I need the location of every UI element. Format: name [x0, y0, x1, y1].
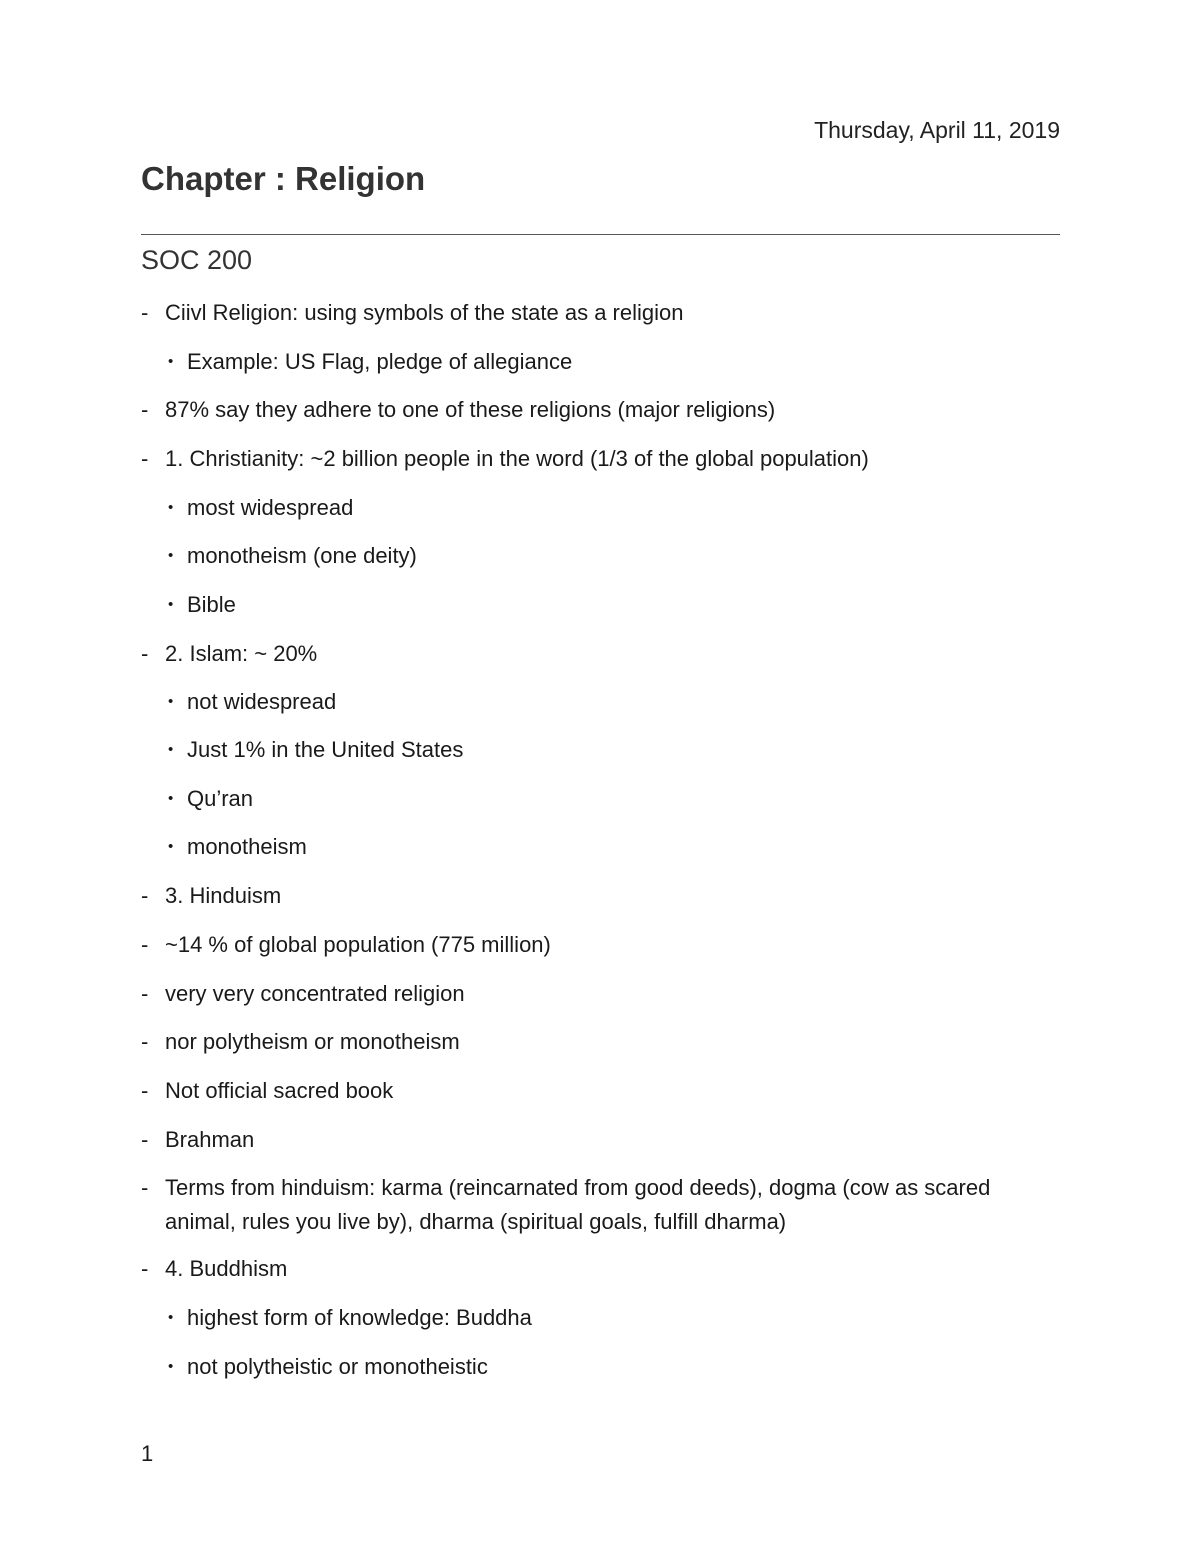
note-text: Brahman: [165, 1127, 255, 1152]
course-subtitle: SOC 200: [141, 245, 253, 275]
note-text: Just 1% in the United States: [187, 737, 464, 762]
bullet-marker: •: [168, 1358, 174, 1375]
dash-marker: -: [141, 641, 149, 666]
note-text: monotheism (one deity): [187, 543, 417, 568]
title-divider: [141, 234, 1060, 235]
chapter-title: Chapter : Religion: [141, 160, 426, 197]
note-text: most widespread: [187, 495, 354, 520]
note-text: Example: US Flag, pledge of allegiance: [187, 349, 573, 374]
note-text: 3. Hinduism: [165, 883, 282, 908]
bullet-marker: •: [168, 790, 174, 807]
note-text: Bible: [187, 592, 236, 617]
note-text: not widespread: [187, 689, 337, 714]
bullet-marker: •: [168, 1309, 174, 1326]
dash-marker: -: [141, 932, 149, 957]
note-text: 2. Islam: ~ 20%: [165, 641, 318, 666]
note-text: 1. Christianity: ~2 billion people in the word (1/3 of the global population): [165, 446, 869, 471]
bullet-marker: •: [168, 547, 174, 564]
note-text: monotheism: [187, 834, 307, 859]
note-text: very very concentrated religion: [165, 981, 465, 1006]
bullet-marker: •: [168, 693, 174, 710]
note-text: Terms from hinduism: karma (reincarnated from good deeds), dogma (cow as scared animal, rules you live by), dharma (spiritual goals, fulfill dharma): [165, 1175, 991, 1234]
page-number: 1: [141, 1441, 154, 1466]
dash-marker: -: [141, 1029, 149, 1054]
date-header: Thursday, April 11, 2019: [814, 117, 1060, 143]
note-text: 4. Buddhism: [165, 1256, 288, 1281]
bullet-marker: •: [168, 741, 174, 758]
dash-marker: -: [141, 1256, 149, 1281]
dash-marker: -: [141, 981, 149, 1006]
note-text: 87% say they adhere to one of these religions (major religions): [165, 397, 776, 422]
bullet-marker: •: [168, 353, 174, 370]
bullet-marker: •: [168, 499, 174, 516]
note-text: Qu’ran: [187, 786, 254, 811]
dash-marker: -: [141, 300, 149, 325]
note-text: nor polytheism or monotheism: [165, 1029, 460, 1054]
note-text: not polytheistic or monotheistic: [187, 1354, 488, 1379]
note-text: Not official sacred book: [165, 1078, 394, 1103]
bullet-marker: •: [168, 838, 174, 855]
dash-marker: -: [141, 1127, 149, 1152]
dash-marker: -: [141, 1175, 149, 1200]
dash-marker: -: [141, 446, 149, 471]
note-text: Ciivl Religion: using symbols of the state as a religion: [165, 300, 684, 325]
dash-marker: -: [141, 883, 149, 908]
bullet-marker: •: [168, 596, 174, 613]
note-text: ~14 % of global population (775 million): [165, 932, 551, 957]
note-text: highest form of knowledge: Buddha: [187, 1305, 532, 1330]
dash-marker: -: [141, 1078, 149, 1103]
dash-marker: -: [141, 397, 149, 422]
